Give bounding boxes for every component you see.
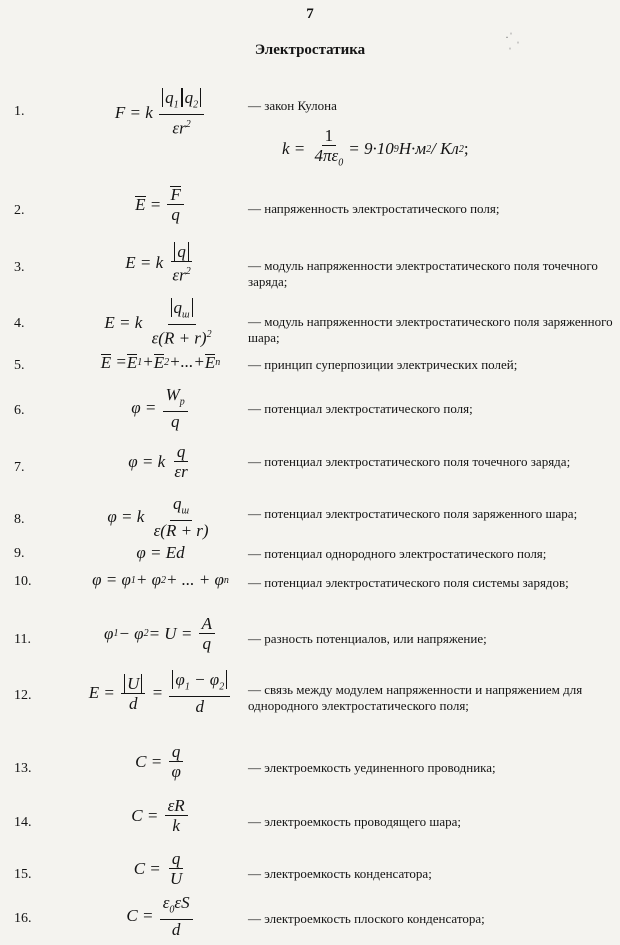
k-num: 1 (322, 126, 337, 146)
row-description: — напряженность электростатического поля; (248, 201, 500, 216)
row-number: 5. (14, 358, 25, 373)
row-number: 2. (14, 203, 25, 218)
k-exp: 9 (393, 143, 399, 155)
row-number: 12. (14, 688, 32, 703)
formula-row-11 (0, 612, 620, 662)
isolated-capacitance-formula: C = $\frac{q}{\varphi}$ (68, 742, 253, 781)
k-units-sup2: 2 (458, 143, 464, 155)
formula-row-8 (0, 494, 620, 544)
row-description: — модуль напряженности электростатического поля заряженного шара; (248, 314, 613, 345)
page-title: Электростатика (254, 42, 366, 58)
plate-capacitor-formula: C = $\frac{\varepsilon_0\varepsilon S}{d}$ (68, 893, 253, 939)
k-rhs: = 9·10 (348, 139, 394, 159)
formula-row-16 (0, 893, 620, 943)
k-units-sup: 2 (426, 143, 432, 155)
row-number: 15. (14, 867, 32, 882)
system-potential-formula: φ = φ 1 + φ 2 + ... + φ n (92, 570, 229, 589)
row-description: — электроемкость уединенного проводника; (248, 760, 496, 775)
formula-row-15 (0, 849, 620, 899)
row-description: — потенциал электростатического поля системы зарядов; (248, 575, 569, 590)
formula-row-3 (0, 240, 620, 290)
scan-specks: ·ˈ ˌ ˈ (505, 30, 520, 59)
k-units-tail: / Кл (431, 139, 459, 159)
row-description: — электроемкость проводящего шара; (248, 814, 462, 829)
coulomb-constant-formula (282, 126, 469, 172)
row-description: — принцип суперпозиции электрических полей; (248, 357, 518, 372)
row-number: 3. (14, 260, 25, 275)
k-den-sub: 0 (338, 157, 344, 169)
formula-row-14 (0, 796, 620, 846)
row-number: 1. (14, 104, 25, 119)
row-number: 16. (14, 911, 32, 926)
k-units: Н·м (398, 139, 427, 159)
potential-formula: φ = $\frac{W_p}{q}$ (68, 385, 253, 431)
row-number: 7. (14, 460, 25, 475)
sphere-potential-formula: φ = k $\frac{q_ш}{\varepsilon(R + r)}$ (107, 494, 209, 541)
field-strength-formula: E = $\frac{F}{q}$ (68, 185, 253, 224)
formula-row-2 (0, 185, 620, 235)
row-number: 11. (14, 632, 31, 647)
formula-row-12 (0, 670, 620, 720)
row-description: — закон Кулона (248, 98, 337, 113)
row-number: 14. (14, 815, 32, 830)
point-charge-field-formula: E = k $\frac{q}{\varepsilon r^2}$ (125, 242, 191, 285)
row-description: — потенциал электростатического поля точечного заряда; (248, 454, 571, 469)
formula-row-13 (0, 742, 620, 792)
voltage-formula: φ 1 − φ 2 = U = $\frac{A}{q}$ (68, 614, 253, 653)
k-end: ; (463, 139, 469, 159)
sphere-field-formula: E = k $\frac{q_ш}{\varepsilon(R + r)^2}$ (104, 298, 212, 349)
row-description: — потенциал электростатического поля; (248, 401, 473, 416)
row-number: 4. (14, 316, 25, 331)
formula-row-6 (0, 385, 620, 435)
coulomb-law-formula: F = k $\frac{q_1 q_2}{\varepsilon r^2}$ (68, 88, 253, 138)
sphere-capacitance-formula: C = $\frac{\varepsilon R}{k}$ (68, 796, 253, 835)
row-description: — связь между модулем напряженности и напряжением для однородного электростатического поля; (248, 682, 583, 713)
row-description: — потенциал однородного электростатического поля; (248, 546, 547, 561)
formula-row-7 (0, 442, 620, 492)
row-number: 10. (14, 574, 32, 589)
row-description: — потенциал электростатического поля заряженного шара; (248, 506, 578, 521)
row-number: 9. (14, 546, 25, 561)
row-number: 13. (14, 761, 32, 776)
point-charge-potential-formula: φ = k $\frac{q}{\varepsilon r}$ (128, 442, 188, 481)
uniform-field-potential-formula: φ = Ed (136, 543, 185, 562)
row-description: — разность потенциалов, или напряжение; (248, 631, 487, 646)
row-description: — модуль напряженности электростатического поля точечного заряда; (248, 258, 598, 289)
k-lhs: k = (282, 139, 306, 159)
capacitor-capacitance-formula: C = $\frac{q}{U}$ (133, 849, 183, 888)
row-description: — электроемкость плоского конденсатора; (248, 911, 485, 926)
row-number: 8. (14, 512, 25, 527)
row-description: — электроемкость конденсатора; (248, 866, 432, 881)
field-voltage-relation-formula: E = $\frac{U}{d}$ = $\frac{\varphi_1 - \varphi_2}{d}$ (68, 670, 253, 716)
formula-row-4 (0, 296, 620, 349)
row-number: 6. (14, 403, 25, 418)
superposition-formula: E = E 1 + E 2 +...+ E n (100, 352, 221, 372)
k-den: 4πε (314, 146, 339, 165)
page-number: 7 (306, 6, 314, 22)
